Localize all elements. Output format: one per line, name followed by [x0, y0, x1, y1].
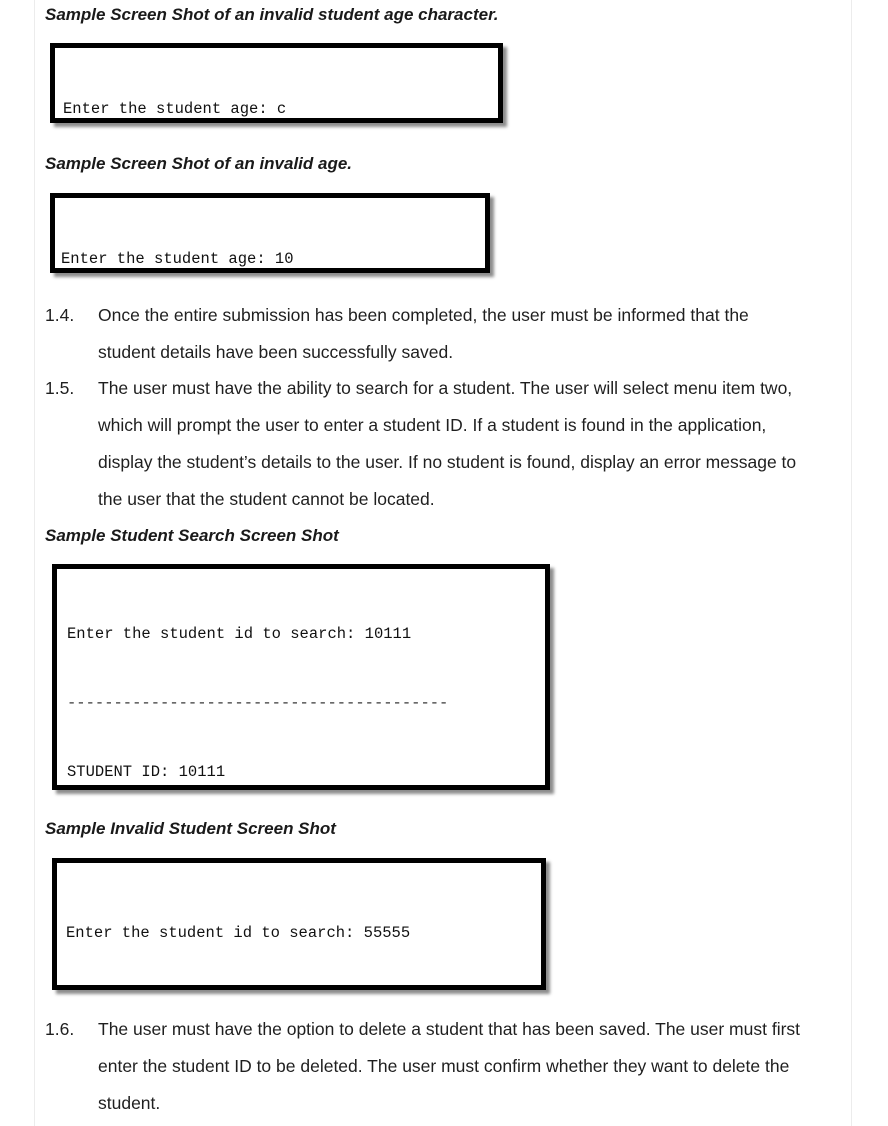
terminal-line: Enter the student id to search: 10111 [67, 625, 412, 643]
terminal-invalid-age [50, 193, 490, 273]
requirement-text-line: the user that the student cannot be located. [98, 489, 435, 509]
terminal-student-search [52, 564, 550, 790]
terminal-invalid-age-character [50, 43, 503, 123]
requirement-text-line: student. [98, 1093, 161, 1113]
caption-student-search: Sample Student Search Screen Shot [45, 526, 339, 545]
requirement-1-4 [45, 297, 845, 371]
requirement-1-6 [45, 1011, 845, 1122]
terminal-line: STUDENT ID: 10111 [67, 763, 226, 781]
page-margin-line-left [34, 0, 35, 1126]
caption-invalid-age: Sample Screen Shot of an invalid age. [45, 154, 353, 173]
requirement-number: 1.5. [45, 378, 75, 398]
caption-invalid-age-character: Sample Screen Shot of an invalid student age character. [45, 5, 499, 24]
terminal-student-not-found [52, 858, 546, 990]
terminal-line: Enter the student age: c [63, 100, 287, 118]
requirement-text-line: student details have been successfully saved. [98, 342, 454, 362]
terminal-line: Enter the student age: 10 [61, 250, 294, 268]
terminal-line: Enter the student id to search: 55555 [66, 924, 411, 942]
requirement-number: 1.6. [45, 1019, 75, 1039]
requirement-1-5 [45, 370, 845, 518]
requirement-text-line: Once the entire submission has been completed, the user must be informed that the [98, 305, 749, 325]
terminal-separator: ----------------------------------------- [67, 694, 449, 712]
requirement-text-line: which will prompt the user to enter a student ID. If a student is found in the application, [98, 415, 767, 435]
requirement-text-line: display the student’s details to the user. If no student is found, display an error message to [98, 452, 797, 472]
requirement-text-line: The user must have the ability to search for a student. The user will select menu item two, [98, 378, 793, 398]
requirement-text-line: The user must have the option to delete a student that has been saved. The user must first [98, 1019, 801, 1039]
caption-invalid-student: Sample Invalid Student Screen Shot [45, 819, 336, 838]
requirement-number: 1.4. [45, 305, 75, 325]
page-margin-line-right [851, 0, 852, 1126]
requirement-text-line: enter the student ID to be deleted. The user must confirm whether they want to delete the [98, 1056, 790, 1076]
